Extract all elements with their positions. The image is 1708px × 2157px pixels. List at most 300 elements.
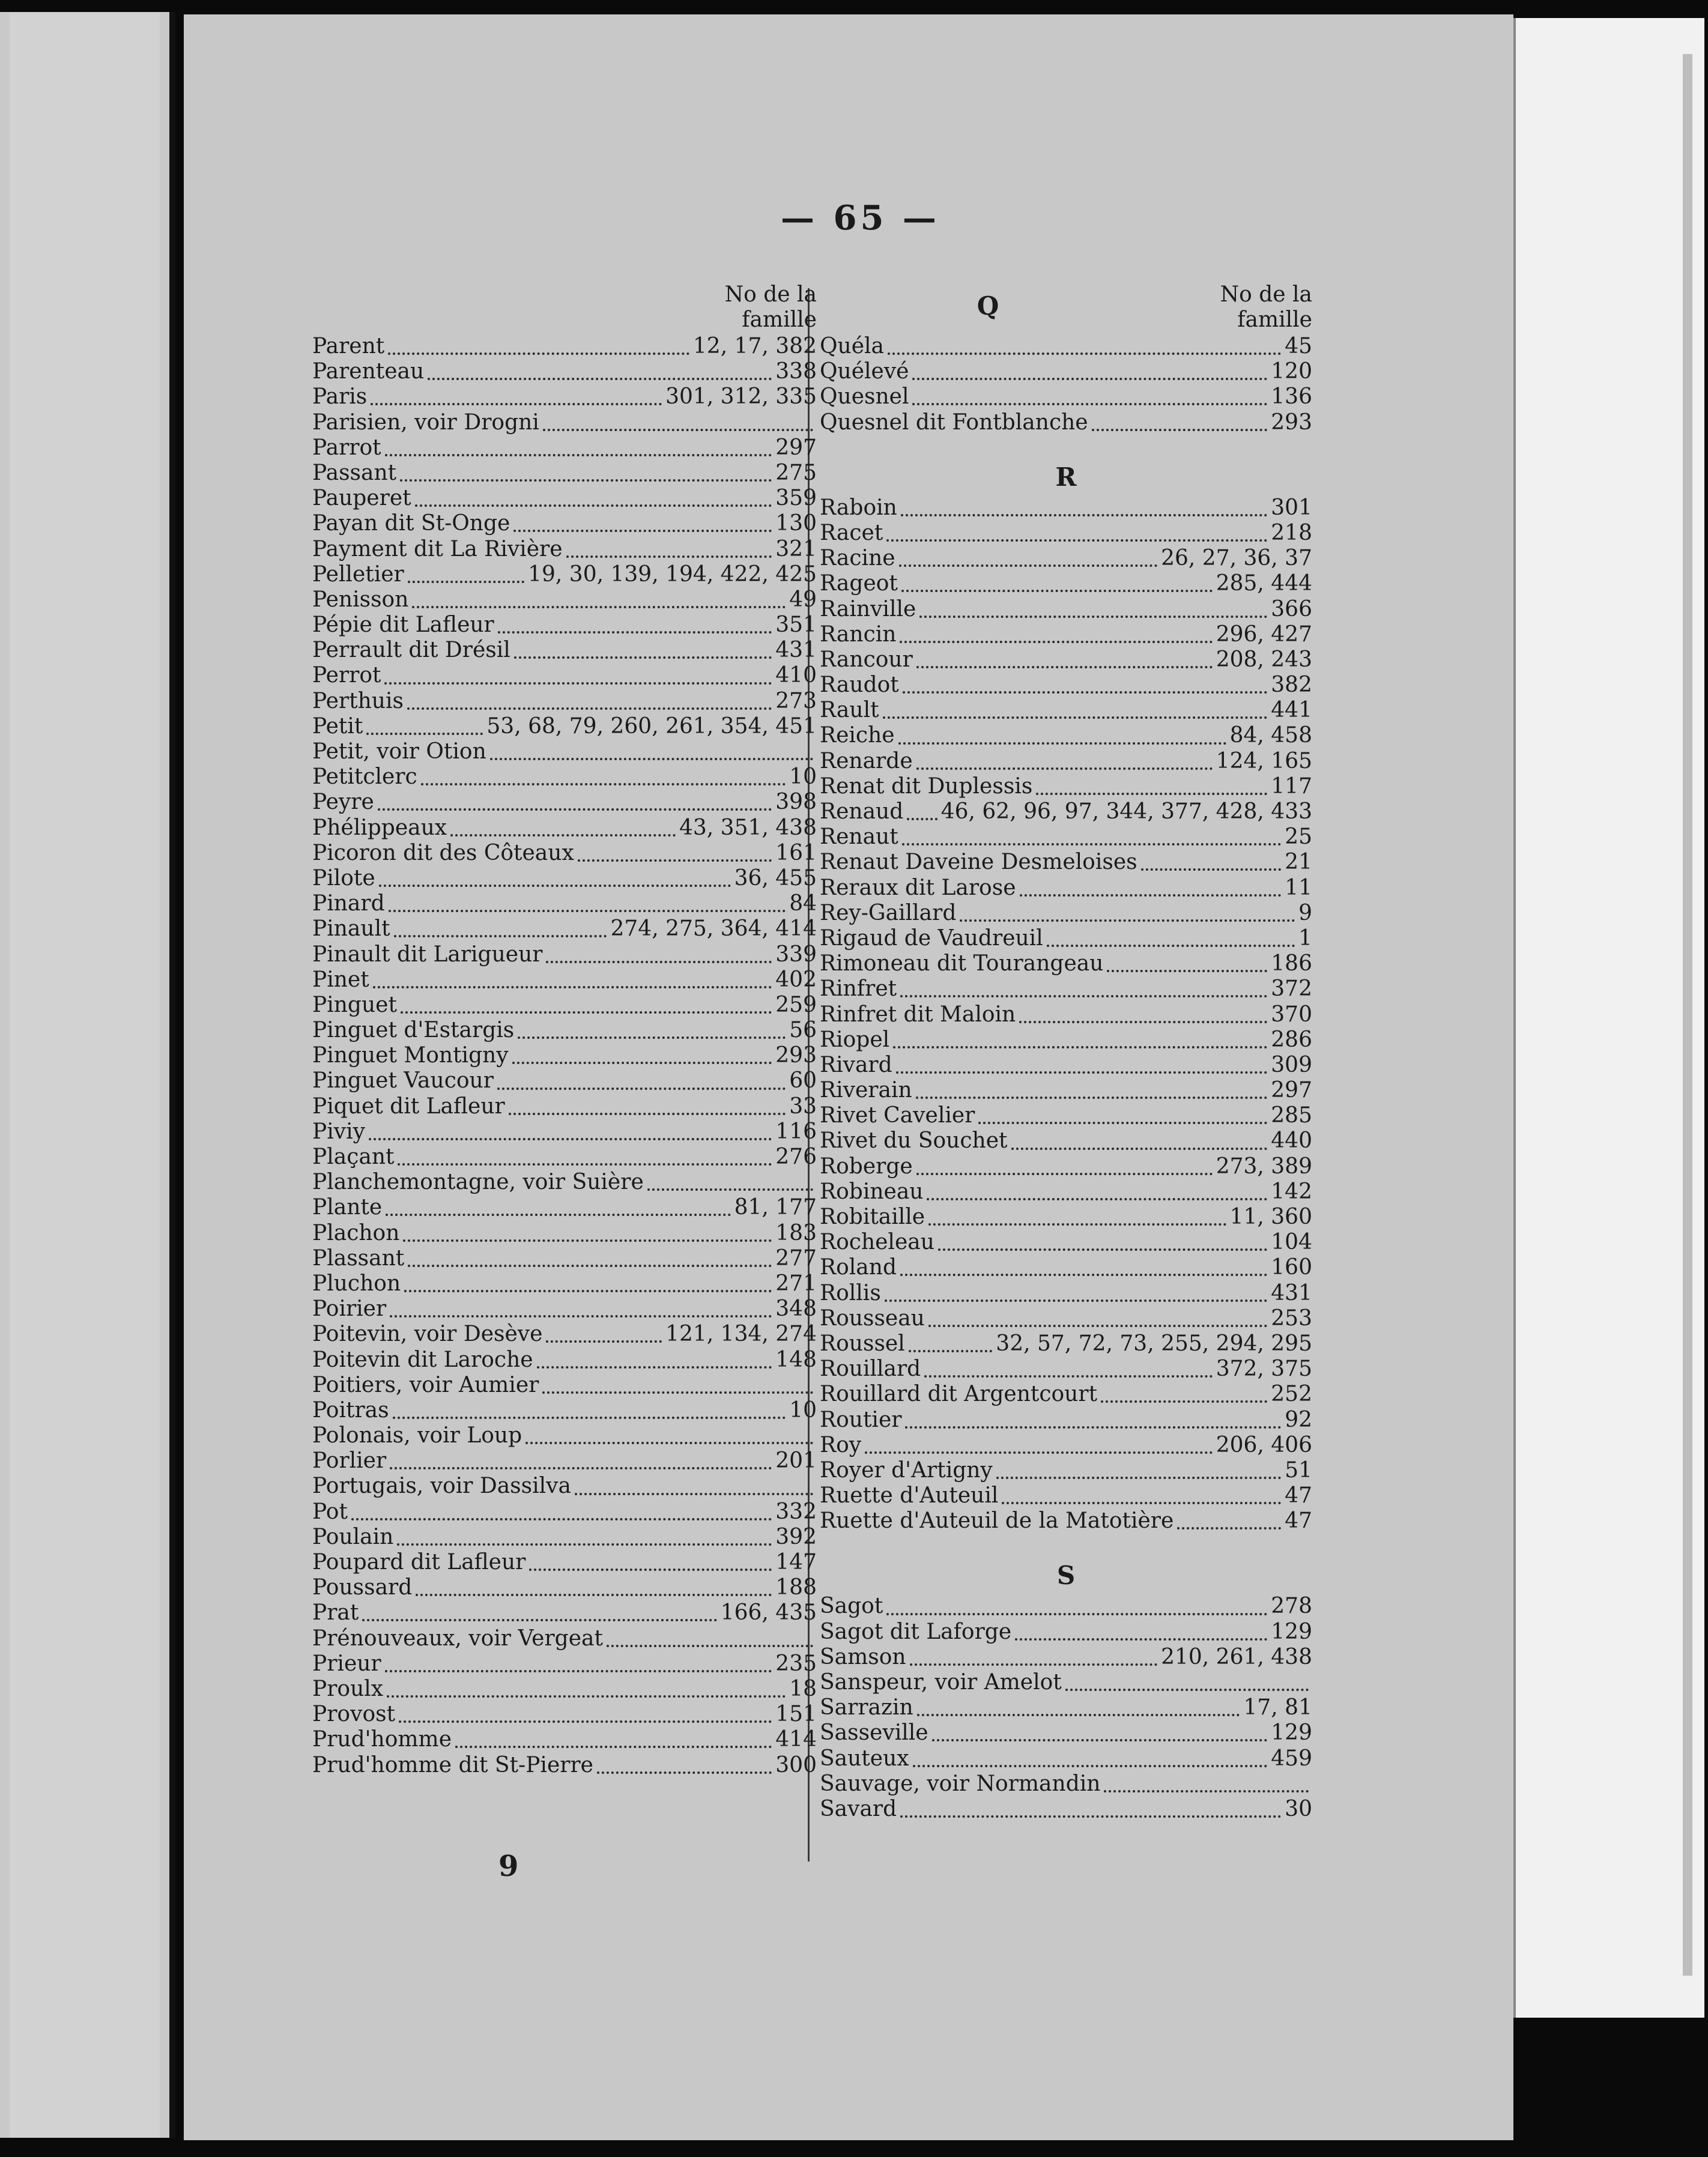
entry-family-numbers: 43, 351, 438 — [679, 815, 817, 840]
entry-name: Perrot — [312, 663, 381, 688]
index-entry — [312, 1018, 817, 1043]
index-entry — [312, 1271, 817, 1296]
index-entry — [312, 1043, 817, 1068]
index-entry — [820, 723, 1312, 748]
entry-family-numbers: 431 — [1271, 1280, 1312, 1305]
dot-leader — [513, 512, 772, 532]
entry-family-numbers: 276 — [775, 1145, 817, 1169]
dot-leader — [385, 1652, 772, 1672]
entry-name: Penisson — [312, 587, 409, 612]
index-entry — [312, 359, 817, 384]
index-entry — [312, 1398, 817, 1423]
section-letter-q: Q — [977, 291, 999, 321]
dot-leader — [403, 1221, 772, 1242]
column-header — [312, 282, 817, 334]
dot-leader — [398, 1145, 772, 1166]
dot-leader — [386, 1196, 730, 1216]
entry-family-numbers: 32, 57, 72, 73, 255, 294, 295 — [996, 1331, 1312, 1356]
dot-leader — [543, 411, 813, 431]
entry-family-numbers: 161 — [775, 840, 817, 865]
dot-leader — [390, 1297, 772, 1317]
entry-name: Poitras — [312, 1397, 389, 1423]
column-header-line2: famille — [1237, 307, 1312, 332]
index-entry — [312, 1727, 817, 1752]
entry-name: Samson — [820, 1644, 906, 1669]
index-entry — [312, 1651, 817, 1677]
dot-leader — [397, 1525, 772, 1546]
index-entry — [820, 1382, 1312, 1407]
entry-name: Routier — [820, 1407, 902, 1432]
dot-leader — [916, 1078, 1268, 1099]
entry-family-numbers: 252 — [1271, 1382, 1312, 1407]
dot-leader — [416, 1576, 772, 1596]
entry-name: Raboin — [820, 495, 897, 520]
dot-leader — [899, 546, 1158, 567]
entry-family-numbers: 301, 312, 335 — [665, 384, 817, 410]
entry-name: Rivet Cavelier — [820, 1103, 975, 1128]
entry-family-numbers: 129 — [1271, 1619, 1312, 1644]
section-letter-r: R — [1055, 462, 1077, 492]
entry-family-numbers: 348 — [775, 1296, 817, 1322]
dot-leader — [938, 1230, 1267, 1251]
entry-name: Pinguet d'Estargis — [312, 1018, 515, 1043]
index-entry — [820, 926, 1312, 951]
entry-family-numbers: 372 — [1271, 976, 1312, 1002]
entry-family-numbers: 300 — [775, 1752, 817, 1777]
dot-leader — [546, 1322, 662, 1343]
dot-leader — [498, 613, 772, 634]
index-entry — [312, 764, 817, 790]
dot-leader — [647, 1170, 813, 1191]
dot-leader — [529, 1550, 772, 1571]
entry-family-numbers: 440 — [1271, 1128, 1312, 1154]
entry-family-numbers: 19, 30, 139, 194, 422, 425 — [528, 561, 817, 587]
dot-leader — [607, 1627, 813, 1647]
index-entry — [820, 1027, 1312, 1053]
index-entry — [312, 1626, 817, 1651]
entry-name: Poitiers, voir Aumier — [312, 1372, 539, 1397]
entry-name: Rainville — [820, 596, 916, 622]
entry-name: Sauteux — [820, 1746, 909, 1771]
entry-family-numbers: 84 — [789, 891, 817, 916]
entry-family-numbers: 49 — [789, 587, 817, 612]
entry-family-numbers: 338 — [775, 359, 817, 384]
entry-family-numbers: 18 — [789, 1676, 817, 1701]
entry-family-numbers: 33 — [789, 1094, 817, 1119]
entry-family-numbers: 293 — [1271, 410, 1312, 435]
index-entry — [312, 714, 817, 739]
index-entry — [312, 537, 817, 562]
entry-name: Pinet — [312, 967, 369, 992]
dot-leader — [371, 385, 662, 405]
entry-name: Reraux dit Larose — [820, 875, 1016, 900]
entry-name: Poitevin dit Laroche — [312, 1347, 533, 1372]
dot-leader — [978, 1104, 1267, 1124]
entry-family-numbers: 60 — [789, 1068, 817, 1094]
index-entry — [312, 1525, 817, 1550]
entry-family-numbers: 410 — [775, 663, 817, 688]
entry-family-numbers: 53, 68, 79, 260, 261, 354, 451 — [486, 713, 817, 739]
index-entry — [820, 597, 1312, 622]
entry-family-numbers: 120 — [1271, 359, 1312, 384]
entry-name: Rey-Gaillard — [820, 900, 957, 925]
entry-name: Passant — [312, 460, 397, 485]
entry-family-numbers: 218 — [1271, 520, 1312, 545]
entry-name: Poupard dit Lafleur — [312, 1550, 526, 1575]
entry-family-numbers: 301 — [1271, 495, 1312, 520]
entry-family-numbers: 297 — [1271, 1078, 1312, 1103]
dot-leader — [1020, 876, 1282, 897]
entry-name: Rouillard — [820, 1357, 921, 1382]
dot-leader — [883, 698, 1268, 719]
dot-leader — [421, 765, 786, 785]
column-header-line2: famille — [742, 307, 817, 332]
entry-name: Parisien, voir Drogni — [312, 410, 539, 435]
index-entry — [820, 749, 1312, 774]
dot-leader — [902, 825, 1281, 846]
entry-family-numbers: 208, 243 — [1216, 647, 1312, 672]
index-entry — [312, 891, 817, 916]
dot-leader — [428, 360, 772, 380]
entry-family-numbers: 293 — [775, 1043, 817, 1068]
entry-family-numbers: 286 — [1271, 1027, 1312, 1052]
entry-name: Rigaud de Vaudreuil — [820, 925, 1043, 951]
index-entry — [312, 562, 817, 587]
dot-leader — [932, 1721, 1268, 1741]
entry-family-numbers: 47 — [1285, 1483, 1312, 1508]
dot-leader — [385, 436, 772, 456]
index-entry — [820, 647, 1312, 673]
entry-name: Piquet dit Lafleur — [312, 1094, 505, 1119]
index-entry — [820, 1255, 1312, 1280]
entry-name: Ruette d'Auteuil de la Matotière — [820, 1508, 1174, 1534]
entry-name: Pinault — [312, 916, 390, 942]
entry-name: Pinault dit Larigueur — [312, 942, 543, 967]
dot-leader — [928, 1205, 1226, 1226]
entry-name: Renat dit Duplessis — [820, 773, 1033, 799]
dot-leader — [1141, 850, 1282, 871]
entry-family-numbers: 136 — [1271, 384, 1312, 410]
entry-name: Racet — [820, 520, 883, 545]
entry-family-numbers: 147 — [775, 1550, 817, 1575]
entry-family-numbers: 84, 458 — [1229, 723, 1312, 748]
index-entry — [820, 774, 1312, 799]
dot-leader — [909, 1332, 993, 1352]
entry-name: Prud'homme — [312, 1727, 452, 1752]
index-entry — [820, 1746, 1312, 1771]
index-entry — [312, 790, 817, 815]
entry-name: Sanspeur, voir Amelot — [820, 1670, 1062, 1695]
entry-name: Pluchon — [312, 1271, 401, 1296]
dot-leader — [916, 1155, 1213, 1175]
index-entry — [820, 334, 1312, 359]
entry-name: Poulain — [312, 1524, 394, 1549]
index-entry — [312, 384, 817, 410]
dot-leader — [394, 917, 607, 937]
entry-family-numbers: 235 — [775, 1651, 817, 1676]
index-entry — [820, 622, 1312, 647]
dot-leader — [408, 1247, 772, 1267]
index-entry — [312, 461, 817, 486]
entry-name: Prieur — [312, 1651, 381, 1676]
dot-leader — [960, 901, 1295, 922]
index-entry — [312, 993, 817, 1018]
entry-family-numbers: 271 — [775, 1271, 817, 1296]
entry-name: Sasseville — [820, 1720, 928, 1746]
dot-leader — [912, 360, 1267, 380]
entry-name: Piviy — [312, 1119, 365, 1144]
index-entry — [312, 815, 817, 841]
entry-name: Sarrazin — [820, 1695, 913, 1720]
entry-family-numbers: 359 — [775, 486, 817, 511]
index-entry — [312, 841, 817, 866]
entry-name: Paris — [312, 384, 368, 410]
entry-family-numbers: 9 — [1298, 900, 1312, 925]
dot-leader — [566, 537, 772, 558]
entry-name: Robitaille — [820, 1205, 925, 1229]
entry-family-numbers: 414 — [775, 1727, 817, 1752]
entry-family-numbers: 459 — [1271, 1746, 1312, 1771]
index-entry — [820, 1594, 1312, 1619]
dot-leader — [373, 968, 772, 988]
dot-leader — [379, 867, 731, 887]
index-entry — [312, 435, 817, 461]
dot-leader — [389, 892, 786, 912]
entry-family-numbers: 10 — [789, 1397, 817, 1423]
index-entry — [820, 1179, 1312, 1205]
entry-name: Pilote — [312, 865, 375, 891]
entry-name: Parent — [312, 334, 385, 358]
index-entry — [312, 1702, 817, 1727]
dot-leader — [399, 1702, 772, 1723]
entry-name: Provost — [312, 1702, 396, 1727]
index-entry — [820, 1078, 1312, 1103]
dot-leader — [1047, 927, 1295, 947]
entry-family-numbers: 296, 427 — [1216, 622, 1312, 647]
index-entry — [820, 1281, 1312, 1306]
entry-name: Sagot dit Laforge — [820, 1619, 1012, 1644]
index-entry — [312, 1677, 817, 1702]
index-entry — [820, 951, 1312, 976]
entry-family-numbers: 104 — [1271, 1230, 1312, 1255]
entry-family-numbers: 297 — [775, 435, 817, 460]
entry-name: Prud'homme dit St-Pierre — [312, 1752, 593, 1777]
entry-family-numbers: 431 — [775, 638, 817, 663]
entry-name: Rivet du Souchet — [820, 1128, 1008, 1154]
index-entry — [820, 1205, 1312, 1230]
dot-leader — [924, 1357, 1212, 1378]
index-entry — [312, 1448, 817, 1474]
dot-leader — [1065, 1671, 1309, 1691]
entry-family-numbers: 11 — [1285, 875, 1312, 900]
index-entry — [820, 1103, 1312, 1128]
dot-leader — [913, 1747, 1268, 1767]
entry-name: Rinfret dit Maloin — [820, 1002, 1016, 1027]
index-entry — [312, 689, 817, 714]
entry-name: Portugais, voir Dassilva — [312, 1474, 571, 1499]
entry-family-numbers: 166, 435 — [720, 1600, 817, 1626]
dot-leader — [996, 1459, 1281, 1479]
entry-name: Roy — [820, 1432, 862, 1457]
index-entry — [312, 511, 817, 536]
entry-name: Perthuis — [312, 688, 404, 713]
entry-name: Sauvage, voir Normandin — [820, 1771, 1101, 1796]
dot-leader — [518, 1018, 786, 1039]
entry-name: Ruette d'Auteuil — [820, 1483, 999, 1508]
dot-leader — [390, 1449, 772, 1469]
index-entry — [820, 1720, 1312, 1746]
index-entry — [312, 916, 817, 942]
entry-name: Rollis — [820, 1280, 881, 1305]
dot-leader — [886, 1595, 1267, 1615]
entry-family-numbers: 117 — [1271, 773, 1312, 799]
dot-leader — [415, 486, 772, 507]
entry-family-numbers: 45 — [1285, 334, 1312, 358]
entry-name: Poussard — [312, 1575, 413, 1600]
entry-family-numbers: 278 — [1271, 1594, 1312, 1619]
entry-family-numbers: 275 — [775, 460, 817, 485]
entry-name: Pinguet Vaucour — [312, 1068, 494, 1094]
index-entry — [312, 1195, 817, 1220]
dot-leader — [546, 943, 772, 963]
index-entry — [312, 1753, 817, 1778]
dot-leader — [1036, 775, 1267, 795]
dot-leader — [404, 1272, 772, 1292]
entry-name: Rageot — [820, 571, 898, 596]
entry-name: Plassant — [312, 1245, 405, 1271]
entry-name: Pot — [312, 1499, 348, 1524]
entry-family-numbers: 273 — [775, 688, 817, 713]
entry-family-numbers: 21 — [1285, 850, 1312, 875]
entry-name: Robineau — [820, 1179, 924, 1204]
index-entry — [312, 663, 817, 688]
entry-family-numbers: 366 — [1271, 596, 1312, 622]
dot-leader — [912, 385, 1267, 405]
dot-leader — [898, 724, 1226, 745]
entry-family-numbers: 26, 27, 36, 37 — [1161, 546, 1312, 571]
index-entry — [312, 1094, 817, 1119]
index-entry — [820, 1508, 1312, 1534]
dot-leader — [919, 597, 1267, 618]
entry-family-numbers: 370 — [1271, 1002, 1312, 1027]
entry-name: Quéla — [820, 334, 884, 358]
index-entry — [820, 571, 1312, 596]
index-entry — [820, 410, 1312, 435]
index-entry — [820, 1670, 1312, 1695]
entry-family-numbers: 259 — [775, 992, 817, 1017]
dot-leader — [888, 334, 1281, 355]
entry-name: Proulx — [312, 1676, 384, 1701]
index-entry — [820, 698, 1312, 723]
entry-name: Riverain — [820, 1078, 912, 1103]
entry-family-numbers: 339 — [775, 942, 817, 967]
entry-name: Payment dit La Rivière — [312, 536, 563, 561]
dot-leader — [362, 1601, 716, 1621]
index-entry — [820, 521, 1312, 546]
dot-leader — [885, 1281, 1267, 1302]
entry-family-numbers: 309 — [1271, 1052, 1312, 1077]
entry-name: Prat — [312, 1600, 359, 1626]
index-entry — [312, 1296, 817, 1322]
index-entry — [312, 1373, 817, 1398]
entry-name: Parenteau — [312, 359, 425, 384]
entry-family-numbers: 11, 360 — [1229, 1205, 1312, 1229]
dot-leader — [1015, 1620, 1267, 1641]
index-entry — [820, 359, 1312, 384]
entry-family-numbers: 206, 406 — [1216, 1432, 1312, 1457]
index-entry — [820, 901, 1312, 926]
dot-leader — [901, 496, 1267, 516]
right-entry-list — [820, 334, 1312, 1822]
index-column-right — [820, 282, 1312, 1822]
entry-name: Picoron dit des Côteaux — [312, 840, 574, 865]
entry-family-numbers: 285, 444 — [1216, 571, 1312, 596]
dot-leader — [1104, 1772, 1309, 1792]
dot-leader — [408, 563, 524, 583]
entry-name: Rault — [820, 698, 879, 723]
index-entry — [312, 942, 817, 967]
entry-name: Poirier — [312, 1296, 387, 1322]
entry-name: Rouillard dit Argentcourt — [820, 1382, 1098, 1407]
index-entry — [312, 1423, 817, 1448]
index-entry — [820, 1620, 1312, 1645]
entry-family-numbers: 332 — [775, 1499, 817, 1524]
entry-name: Savard — [820, 1796, 897, 1821]
entry-name: Pinard — [312, 891, 385, 916]
dot-leader — [388, 334, 689, 355]
column-header-right — [820, 282, 1312, 334]
entry-name: Sagot — [820, 1594, 883, 1619]
entry-name: Pelletier — [312, 561, 404, 587]
entry-family-numbers: 398 — [775, 790, 817, 815]
dot-leader — [412, 588, 786, 608]
entry-name: Renaut — [820, 824, 898, 850]
entry-family-numbers: 382 — [1271, 673, 1312, 698]
entry-family-numbers: 142 — [1271, 1179, 1312, 1204]
entry-name: Roussel — [820, 1331, 905, 1356]
index-entry — [312, 613, 817, 638]
entry-family-numbers: 253 — [1271, 1305, 1312, 1331]
index-entry — [820, 850, 1312, 875]
dot-leader — [1011, 1130, 1268, 1150]
index-entry — [820, 1230, 1312, 1255]
index-entry — [312, 1145, 817, 1170]
index-entry — [312, 1170, 817, 1195]
index-entry — [312, 1575, 817, 1600]
dot-leader — [578, 841, 772, 862]
dot-leader — [1177, 1509, 1281, 1529]
entry-family-numbers: 321 — [775, 536, 817, 561]
dot-leader — [369, 1120, 772, 1140]
dot-leader — [575, 1475, 813, 1495]
dot-leader — [907, 800, 937, 820]
entry-name: Porlier — [312, 1448, 387, 1474]
entry-family-numbers: 148 — [775, 1347, 817, 1372]
left-entry-list — [312, 334, 817, 1778]
entry-name: Riopel — [820, 1027, 890, 1052]
entry-name: Polonais, voir Loup — [312, 1423, 522, 1448]
entry-family-numbers: 210, 261, 438 — [1161, 1644, 1312, 1669]
index-entry — [312, 1550, 817, 1575]
entry-name: Plachon — [312, 1220, 400, 1245]
index-entry — [312, 1322, 817, 1347]
dot-leader — [1092, 411, 1268, 431]
entry-family-numbers: 81, 177 — [734, 1195, 817, 1220]
entry-family-numbers: 51 — [1285, 1457, 1312, 1483]
entry-name: Pinguet — [312, 992, 397, 1017]
entry-name: Rancour — [820, 647, 913, 672]
dot-leader — [407, 689, 772, 710]
